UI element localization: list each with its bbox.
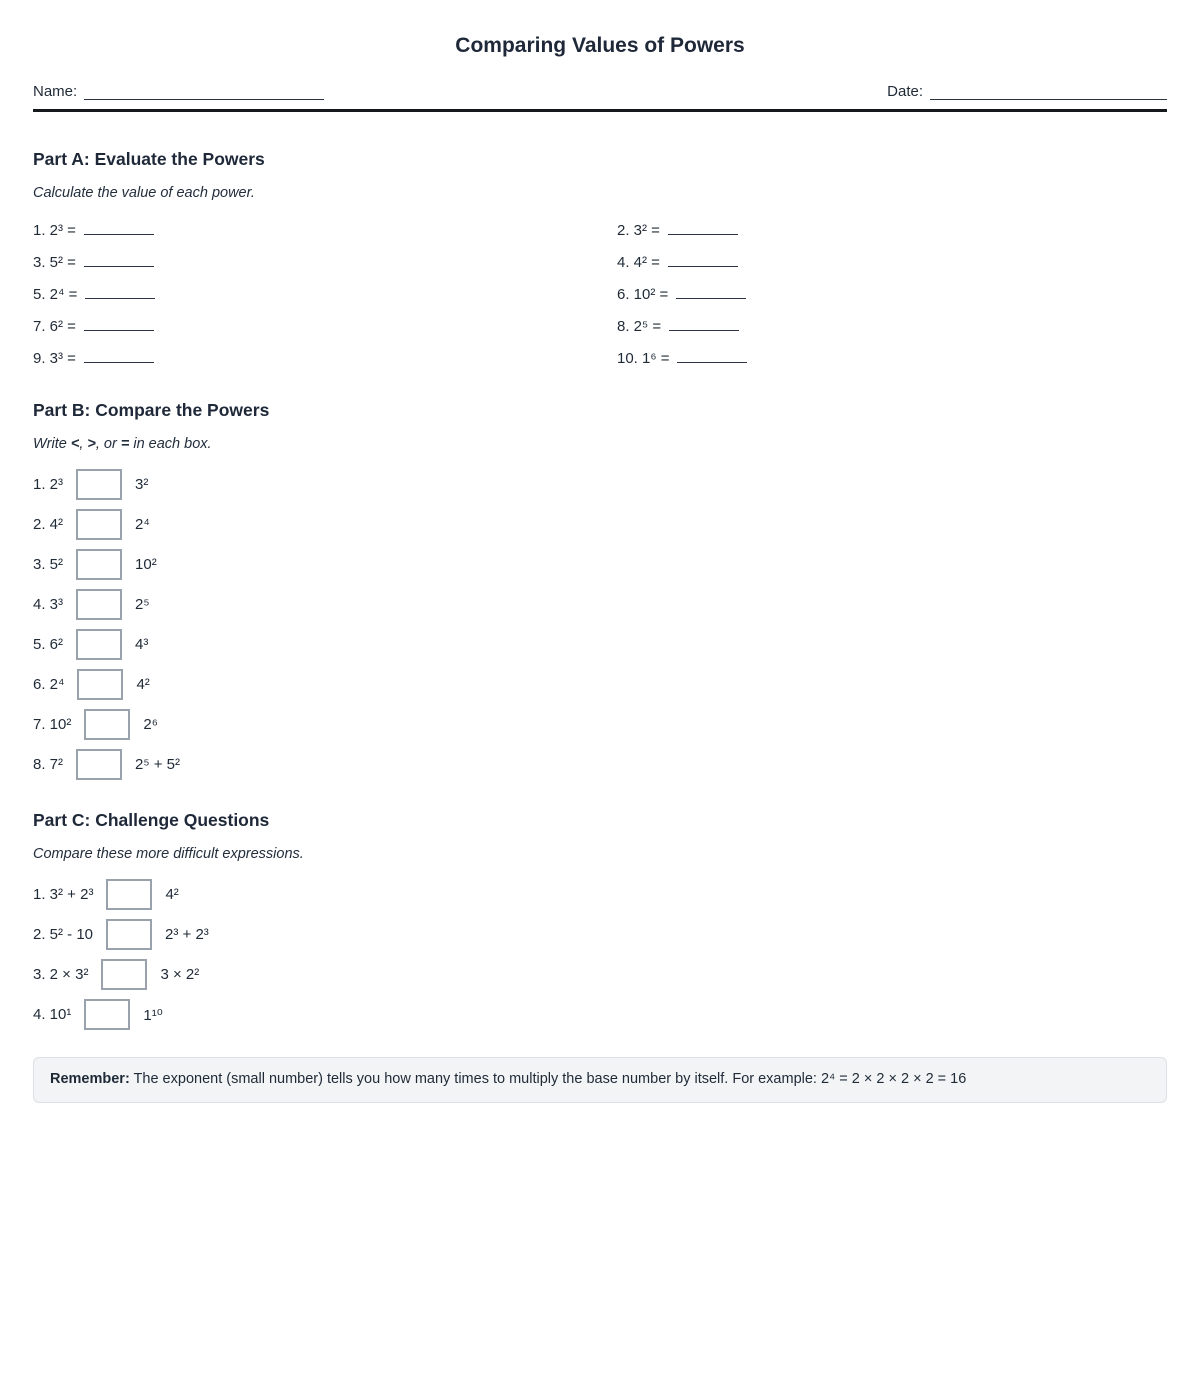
question-row bbox=[617, 252, 1167, 271]
question-label: 8. 2⁵ = bbox=[617, 318, 662, 335]
question-row bbox=[33, 252, 617, 271]
left-expression: 8. 7² bbox=[33, 756, 64, 773]
question-label: 10. 1⁶ = bbox=[617, 350, 670, 367]
left-expression: 1. 3² + 2³ bbox=[33, 886, 94, 903]
answer-box[interactable] bbox=[76, 629, 122, 660]
part-a-instruction: Calculate the value of each power. bbox=[33, 185, 255, 201]
right-expression: 2⁵ + 5² bbox=[135, 756, 181, 773]
header-divider bbox=[33, 109, 1167, 112]
question-row bbox=[617, 348, 1167, 367]
question-label: 9. 3³ = bbox=[33, 350, 76, 367]
left-expression: 4. 10¹ bbox=[33, 1006, 72, 1023]
compare-row bbox=[33, 549, 1167, 580]
question-row bbox=[33, 220, 617, 239]
compare-row bbox=[33, 919, 1167, 950]
question-label: 2. 3² = bbox=[617, 222, 660, 239]
question-label: 6. 10² = bbox=[617, 286, 669, 303]
part-c-questions bbox=[33, 879, 1167, 1030]
answer-blank[interactable] bbox=[677, 348, 747, 363]
section-part-c bbox=[33, 810, 1167, 1030]
date-input-line[interactable] bbox=[930, 83, 1167, 100]
right-expression: 2⁶ bbox=[143, 716, 158, 733]
part-c-instruction: Compare these more difficult expressions. bbox=[33, 846, 304, 862]
part-b-instruction bbox=[33, 436, 1167, 452]
reminder-text: The exponent (small number) tells you how many times to multiply the base number by itself. For example: 2⁴ = 2 × 2 × 2 × 2 = 16 bbox=[129, 1071, 967, 1087]
reminder-note bbox=[33, 1057, 1167, 1103]
compare-row bbox=[33, 749, 1167, 780]
compare-row bbox=[33, 589, 1167, 620]
name-date-row bbox=[33, 83, 1167, 100]
part-b-questions bbox=[33, 469, 1167, 780]
right-expression: 2⁵ bbox=[135, 596, 150, 613]
answer-blank[interactable] bbox=[84, 316, 154, 331]
part-c-heading: Part C: Challenge Questions bbox=[33, 810, 270, 830]
question-label: 1. 2³ = bbox=[33, 222, 76, 239]
part-a-heading: Part A: Evaluate the Powers bbox=[33, 149, 265, 169]
instruction-text: , bbox=[79, 436, 88, 452]
part-a-questions bbox=[33, 220, 1167, 367]
left-expression: 2. 4² bbox=[33, 516, 64, 533]
instruction-text: , or bbox=[95, 436, 121, 452]
right-expression: 10² bbox=[135, 556, 157, 573]
left-expression: 5. 6² bbox=[33, 636, 64, 653]
right-expression: 2⁴ bbox=[135, 516, 150, 533]
compare-row bbox=[33, 669, 1167, 700]
equals-symbol: = bbox=[120, 436, 130, 452]
right-expression: 2³ + 2³ bbox=[165, 926, 209, 943]
left-expression: 1. 2³ bbox=[33, 476, 64, 493]
compare-row bbox=[33, 959, 1167, 990]
left-expression: 6. 2⁴ bbox=[33, 676, 65, 693]
section-part-b bbox=[33, 400, 1167, 780]
answer-box[interactable] bbox=[76, 549, 122, 580]
question-row bbox=[33, 316, 617, 335]
question-row bbox=[33, 348, 617, 367]
question-row bbox=[617, 284, 1167, 303]
question-label: 7. 6² = bbox=[33, 318, 76, 335]
answer-blank[interactable] bbox=[669, 316, 739, 331]
answer-box[interactable] bbox=[76, 589, 122, 620]
name-field bbox=[33, 83, 324, 100]
answer-blank[interactable] bbox=[676, 284, 746, 299]
left-expression: 3. 2 × 3² bbox=[33, 966, 89, 983]
right-expression: 4³ bbox=[135, 636, 149, 653]
answer-box[interactable] bbox=[106, 919, 152, 950]
answer-blank[interactable] bbox=[85, 284, 155, 299]
question-row bbox=[617, 316, 1167, 335]
question-row bbox=[33, 284, 617, 303]
answer-box[interactable] bbox=[106, 879, 152, 910]
name-input-line[interactable] bbox=[84, 83, 324, 100]
answer-blank[interactable] bbox=[84, 348, 154, 363]
compare-row bbox=[33, 469, 1167, 500]
compare-row bbox=[33, 879, 1167, 910]
page-title: Comparing Values of Powers bbox=[455, 34, 745, 57]
answer-box[interactable] bbox=[76, 749, 122, 780]
answer-blank[interactable] bbox=[84, 220, 154, 235]
instruction-text: in each box. bbox=[129, 436, 212, 452]
name-label: Name: bbox=[33, 83, 78, 100]
compare-row bbox=[33, 629, 1167, 660]
left-expression: 2. 5² - 10 bbox=[33, 926, 94, 943]
answer-blank[interactable] bbox=[84, 252, 154, 267]
date-label: Date: bbox=[887, 83, 923, 100]
question-row bbox=[617, 220, 1167, 239]
compare-row bbox=[33, 999, 1167, 1030]
section-part-a bbox=[33, 149, 1167, 367]
answer-box[interactable] bbox=[76, 469, 122, 500]
answer-box[interactable] bbox=[76, 509, 122, 540]
right-expression: 1¹⁰ bbox=[143, 1006, 163, 1024]
answer-blank[interactable] bbox=[668, 220, 738, 235]
question-label: 4. 4² = bbox=[617, 254, 660, 271]
less-than-symbol: < bbox=[70, 436, 80, 452]
right-expression: 4² bbox=[136, 676, 150, 693]
answer-box[interactable] bbox=[77, 669, 123, 700]
compare-row bbox=[33, 509, 1167, 540]
part-b-heading: Part B: Compare the Powers bbox=[33, 400, 270, 420]
answer-box[interactable] bbox=[84, 709, 130, 740]
answer-box[interactable] bbox=[84, 999, 130, 1030]
right-expression: 3² bbox=[135, 476, 149, 493]
question-label: 3. 5² = bbox=[33, 254, 76, 271]
left-expression: 4. 3³ bbox=[33, 596, 64, 613]
answer-box[interactable] bbox=[101, 959, 147, 990]
answer-blank[interactable] bbox=[668, 252, 738, 267]
right-expression: 4² bbox=[165, 886, 179, 903]
date-field bbox=[887, 83, 1167, 100]
left-expression: 7. 10² bbox=[33, 716, 72, 733]
compare-row bbox=[33, 709, 1167, 740]
right-expression: 3 × 2² bbox=[160, 966, 200, 983]
greater-than-symbol: > bbox=[87, 436, 96, 452]
question-label: 5. 2⁴ = bbox=[33, 286, 78, 303]
reminder-label: Remember: bbox=[50, 1071, 130, 1087]
left-expression: 3. 5² bbox=[33, 556, 64, 573]
instruction-text: Write bbox=[33, 436, 71, 452]
